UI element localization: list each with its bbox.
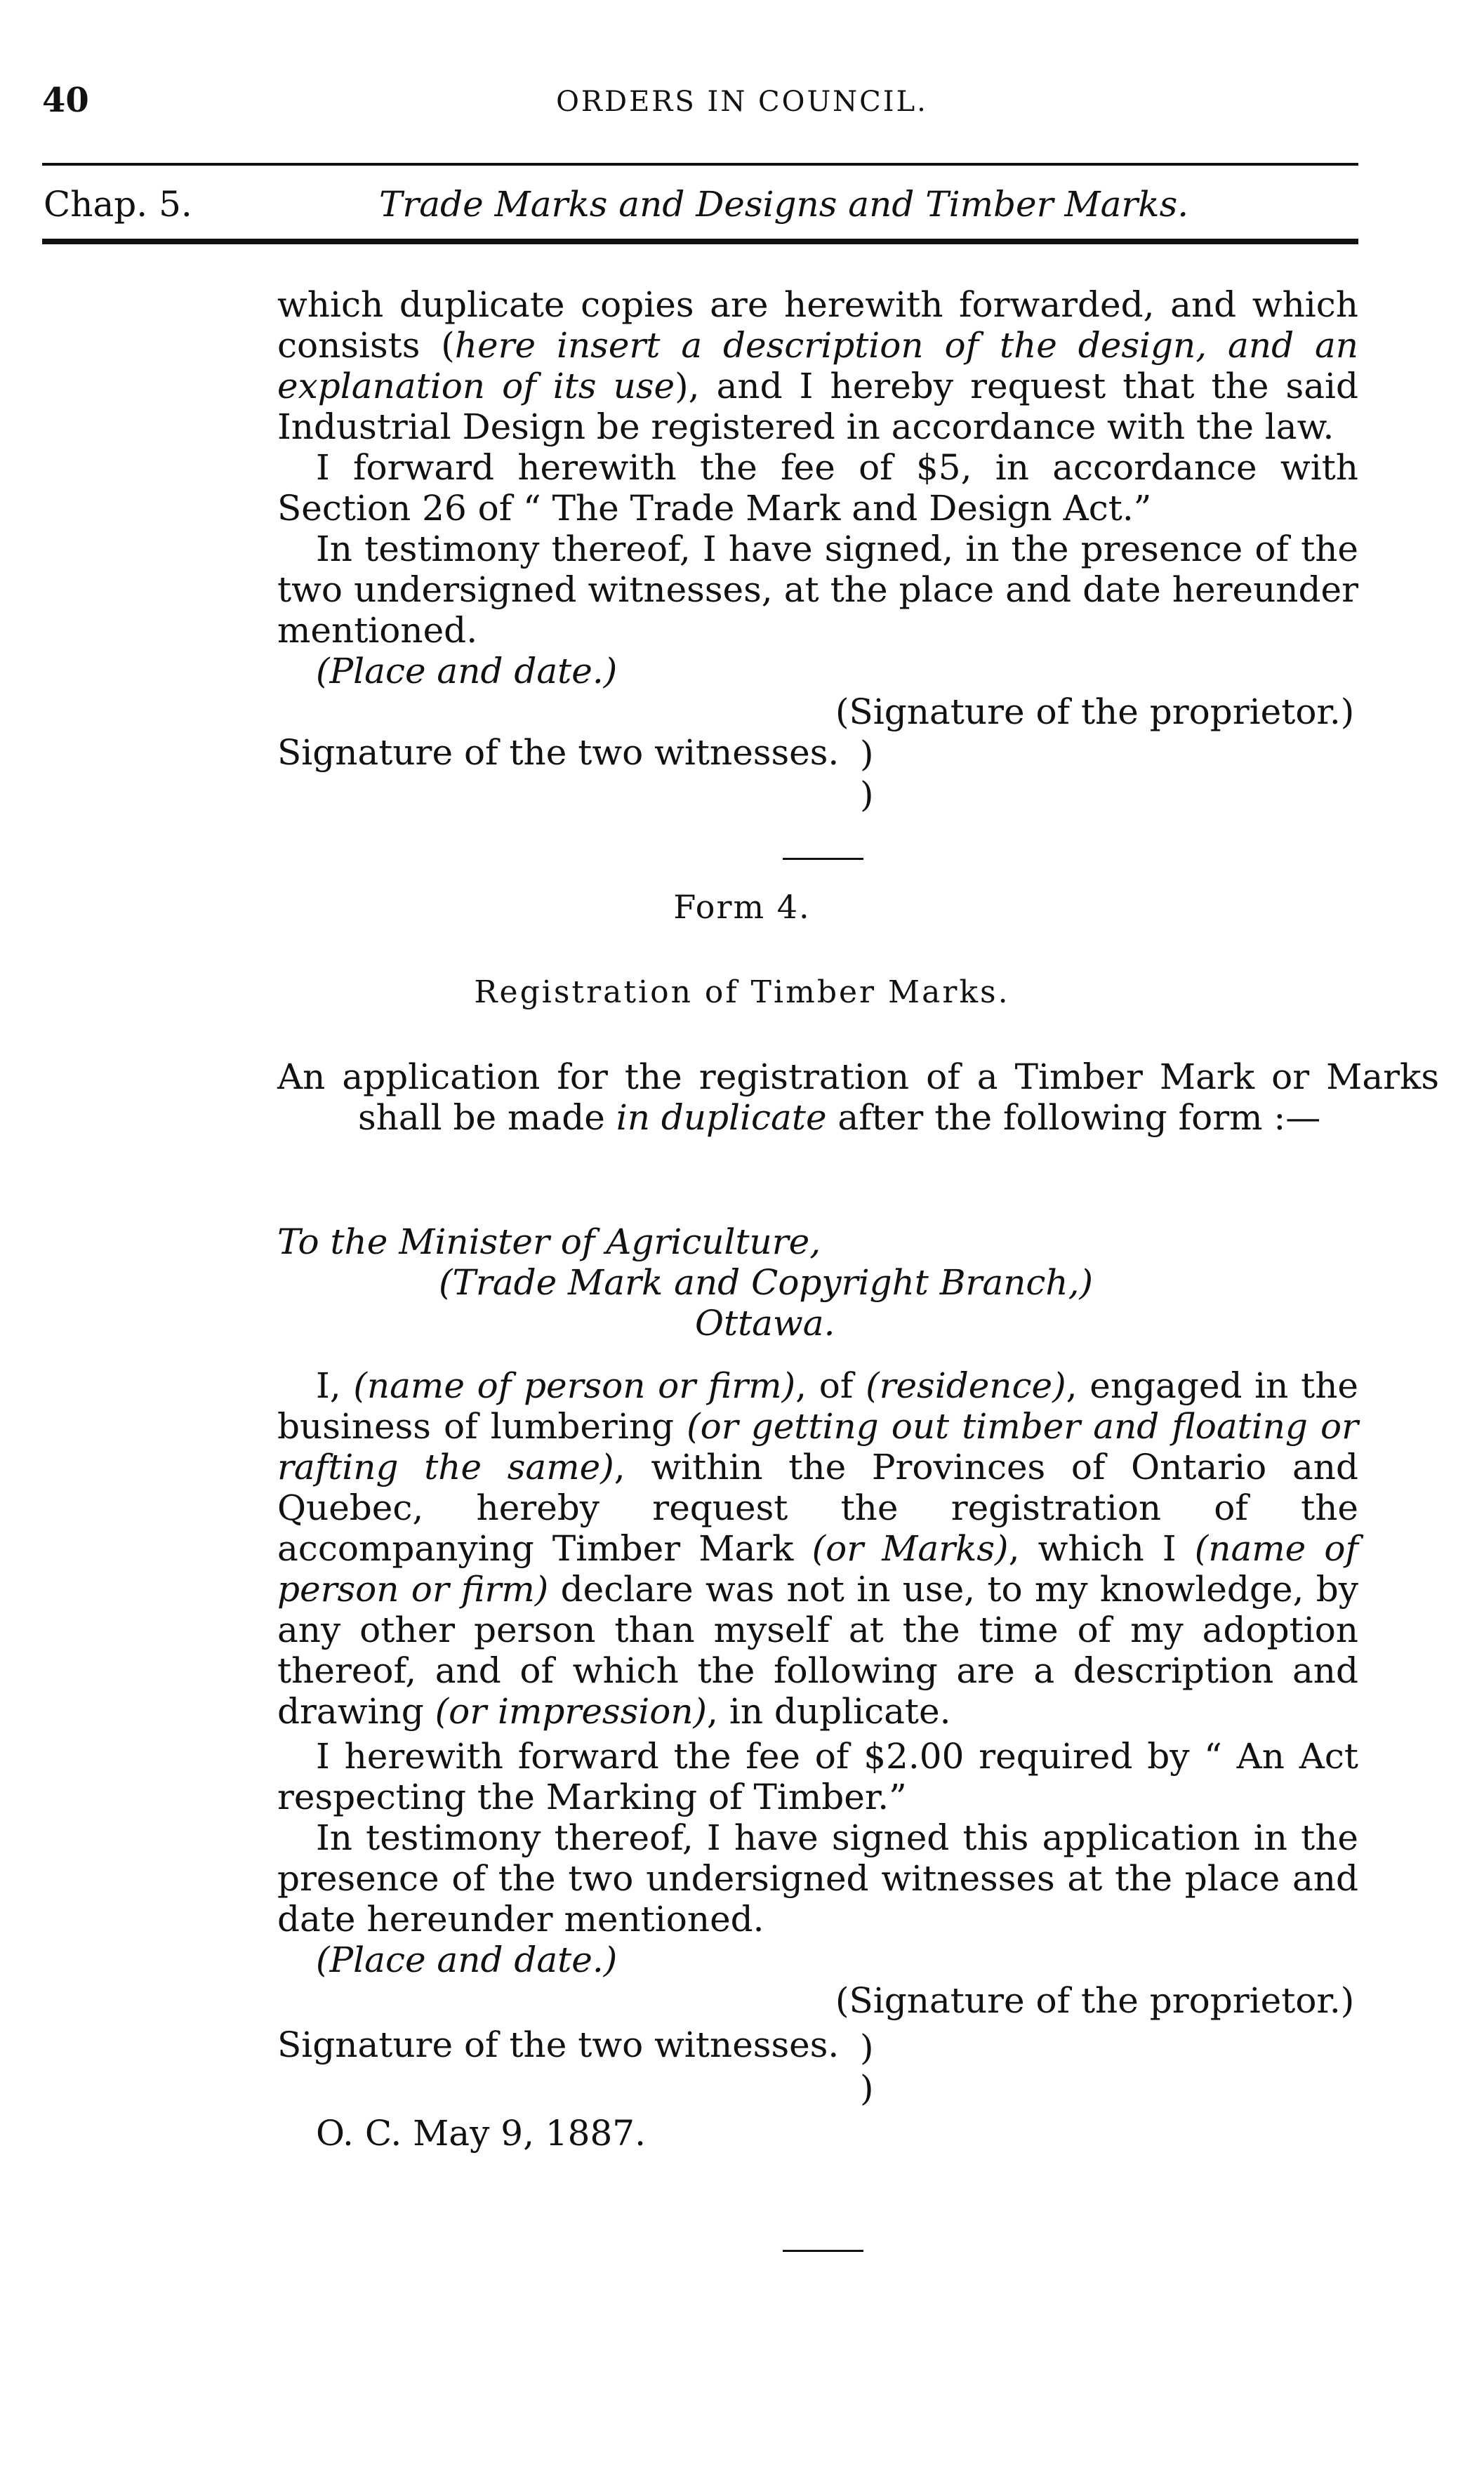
testimony-paragraph: In testimony thereof, I have signed this application in the presence of the two undersigned witnesses at the place and date hereunder mentioned. — [277, 1817, 1358, 1940]
brace-bottom: ) — [860, 774, 874, 815]
form4-intro — [277, 1056, 1439, 1138]
italic-text: here insert a description of the design, and an explanation of its use — [277, 325, 1358, 406]
italic-text: in duplicate — [616, 1097, 827, 1138]
brace-bottom-2: ) — [860, 2068, 874, 2109]
form4-body-paragraph — [277, 1365, 1358, 1732]
italic-text: (name of person or firm) — [353, 1365, 796, 1406]
brace-top: ) — [860, 734, 874, 774]
text: An application for the registration of a Timber Mark or Marks shall be made — [277, 1056, 1439, 1138]
text: which duplicate copies are herewith forwarded, and which consists ( — [277, 284, 1358, 366]
text: , of — [795, 1365, 866, 1406]
italic-text: (residence) — [866, 1365, 1066, 1406]
chapter-title: Trade Marks and Designs and Timber Marks. — [379, 184, 1189, 225]
signature-proprietor-2: (Signature of the proprietor.) — [835, 1980, 1355, 2021]
end-divider — [783, 2250, 863, 2252]
form-label: Form 4. — [673, 888, 811, 926]
address-line-2: (Trade Mark and Copyright Branch,) — [439, 1262, 1094, 1303]
text: , in duplicate. — [707, 1691, 951, 1732]
place-and-date: (Place and date.) — [316, 651, 618, 691]
header-rule-thick — [42, 239, 1358, 244]
text: I, — [316, 1365, 354, 1406]
italic-text: (name of person or firm) — [277, 1528, 1358, 1610]
chapter-label: Chap. 5. — [44, 184, 192, 225]
form3-paragraph-1 — [277, 284, 1358, 447]
running-title: ORDERS IN COUNCIL. — [556, 86, 928, 118]
address-line-1: To the Minister of Agriculture, — [277, 1221, 821, 1262]
text: declare was not in use, to my knowledge, by any other person than myself at the time of my adoption thereof, and of which the following are a description and drawing — [277, 1569, 1358, 1732]
header-rule — [42, 163, 1358, 166]
italic-text: (or getting out timber and floating or rafting the same) — [277, 1406, 1359, 1487]
text: ), and I hereby request that the said Industrial Design be registered in accordance with the law. — [277, 366, 1358, 447]
page-number: 40 — [42, 81, 89, 120]
text: after the following form :— — [826, 1097, 1321, 1138]
brace-top-2: ) — [860, 2027, 874, 2068]
text: , which I — [1008, 1528, 1195, 1569]
italic-text: (or impression) — [435, 1691, 708, 1732]
signature-witnesses-2: Signature of the two witnesses. — [277, 2024, 840, 2065]
order-in-council-date: O. C. May 9, 1887. — [316, 2113, 646, 2154]
text: , within the Provinces of Ontario and Quebec, hereby request the registration of the accompanying Timber Mark — [277, 1447, 1358, 1569]
fee-paragraph: I herewith forward the fee of $2.00 required by “ An Act respecting the Marking of Timber.” — [277, 1736, 1358, 1817]
address-line-3: Ottawa. — [695, 1303, 835, 1344]
section-divider — [783, 858, 863, 860]
signature-witnesses: Signature of the two witnesses. — [277, 732, 840, 773]
text: , engaged in the business of lumbering — [277, 1365, 1358, 1447]
italic-text: (or Marks) — [811, 1528, 1009, 1569]
place-and-date-2: (Place and date.) — [316, 1940, 618, 1980]
section-title: Registration of Timber Marks. — [474, 974, 1010, 1010]
form3-paragraph-2: I forward herewith the fee of $5, in accordance with Section 26 of “ The Trade Mark and Design Act.” — [277, 447, 1358, 529]
form3-paragraph-3: In testimony thereof, I have signed, in the presence of the two undersigned witnesses, at the place and date hereunder mentioned. — [277, 529, 1358, 651]
signature-proprietor: (Signature of the proprietor.) — [835, 691, 1355, 732]
